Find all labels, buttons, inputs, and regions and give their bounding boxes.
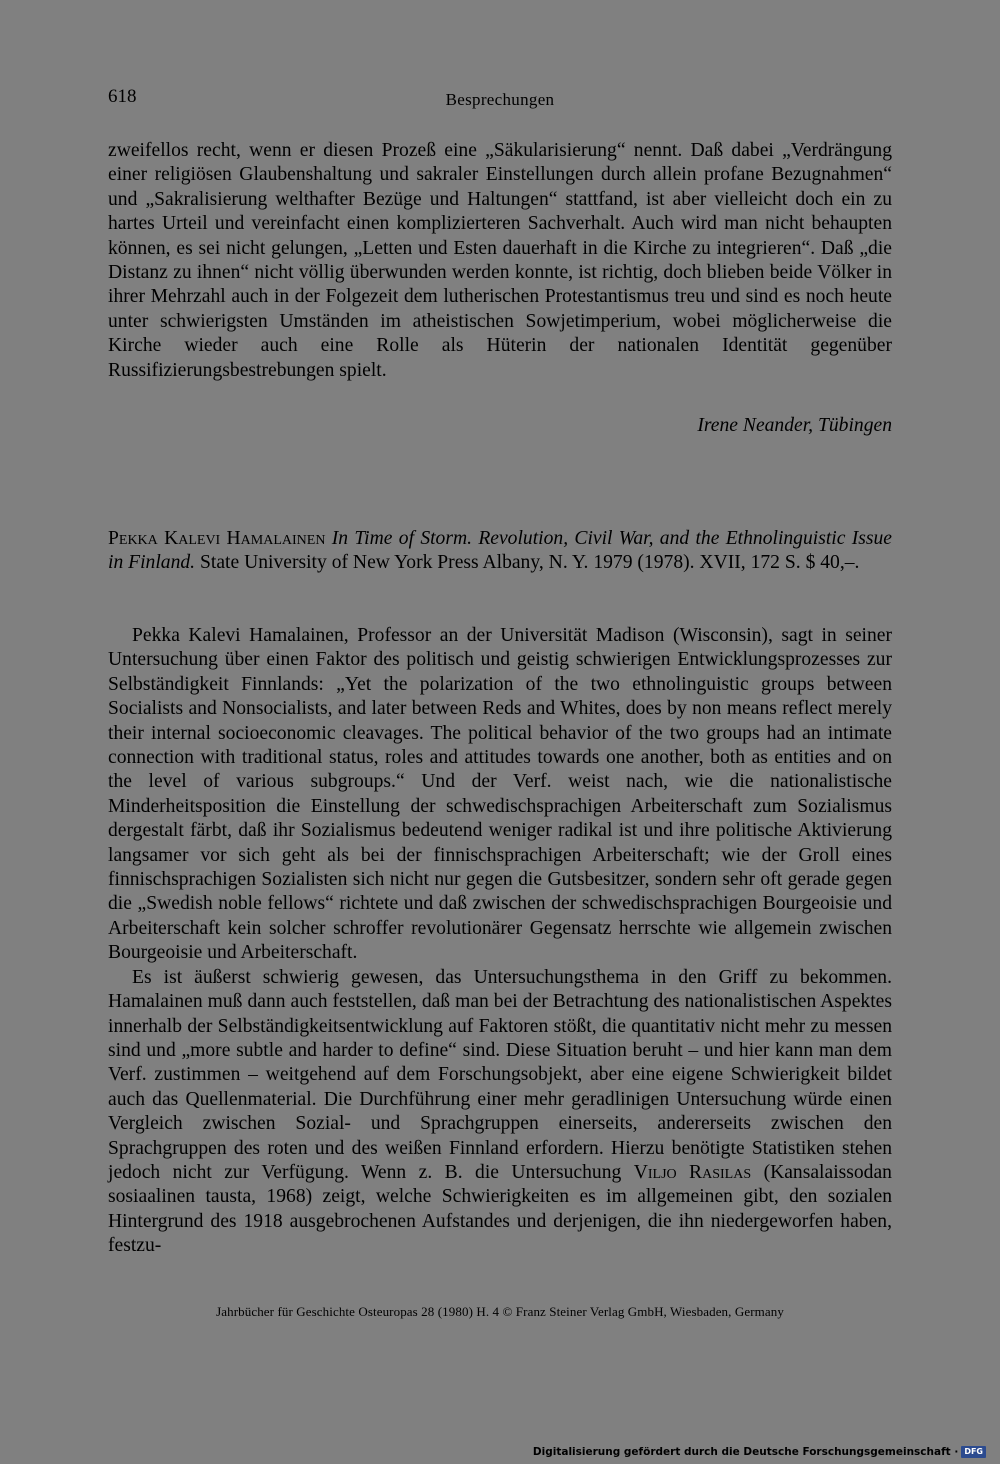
- book-publication: State University of New York Press Albany, N. Y. 1979 (1978). XVII, 172 S. $ 40,–.: [200, 552, 860, 574]
- review-paragraph-1: Pekka Kalevi Hamalainen, Professor an der Universität Madison (Wisconsin), sagt in seiner Untersuchung über einen Faktor des politisch und geistig schwierigen Entwicklungsprozesses zur Selbständigkeit Finnlands: „Yet the polarization of the two ethnolinguistic groups between Socialists and Nonsocialists, and later between Reds and Whites, does by non means reflect merely their internal socioeconomic cleavages. The political behavior of the two groups had an intimate connection with traditional status, roles and attitudes towards one another, both as entities and on the level of various subgroups.“ Und der Verf. weist nach, wie die nationalistische Minderheitsposition die Einstellung der schwedischsprachigen Arbeiterschaft zum Sozialismus dergestalt färbt, daß ihr Sozialismus bedeutend weniger radikal ist und ihre politische Aktivierung langsamer vor sich geht als bei der finnischsprachigen Arbeiterschaft; wie der Groll eines finnischsprachigen Sozialisten sich nicht nur gegen die Gutsbesitzer, sondern sehr oft gerade gegen die „Swedish noble fellows“ richtete und daß zwischen der schwedischsprachigen Bourgeoisie und Arbeiterschaft kein solcher schroffer revolutionärer Gegensatz herrschte wie allgemein zwischen Bourgeoisie und Arbeiterschaft.: [108, 625, 892, 964]
- reviewer-signature: Irene Neander, Tübingen: [697, 415, 892, 436]
- book-reference-line: [108, 527, 892, 576]
- book-reference: [108, 527, 892, 576]
- journal-footer: Jahrbücher für Geschichte Osteuropas 28 (1980) H. 4 © Franz Steiner Verlag GmbH, Wiesbaden, Germany: [216, 1304, 784, 1319]
- cited-author: Viljo Rasilas: [633, 1161, 752, 1183]
- review-paragraph-2-part-2: (Kansalaissodan sosiaalinen tausta, 1968) zeigt, welche Schwierigkeiten es im allgemeinen gibt, den sozialen Hintergrund des 1918 ausgebrochenen Aufstandes und derjenigen, die ihn niedergeworfen haben, festzu-: [108, 1161, 892, 1257]
- page-header: [108, 86, 892, 116]
- digitization-text: Digitalisierung gefördert durch die Deutsche Forschungsgemeinschaft ·: [532, 1446, 959, 1458]
- previous-review-text: [108, 139, 892, 383]
- previous-review-paragraph: zweifellos recht, wenn er diesen Prozeß eine „Säkularisierung“ nennt. Daß dabei „Verdrängung einer religiösen Glaubenshaltung und sakraler Einstellungen durch allein profane Bezugnahmen“ und „Sakralisierung welthafter Bezüge und Haltungen“ stattfand, ist aber vielleicht doch ein zu hartes Urteil und vereinfacht einen komplizierteren Sachverhalt. Auch wird man nicht behaupten können, es sei nicht gelungen, „Letten und Esten dauerhaft in die Kirche zu integrieren“. Daß „die Distanz zu ihnen“ nicht völlig überwunden werden konnte, ist richtig, doch blieben beide Völker in ihrer Mehrzahl auch in der Folgezeit dem lutherischen Protestantismus treu und sind es noch heute unter schwierigsten Umständen im atheistischen Sowjetimperium, wobei möglicherweise die Kirche wieder auch eine Rolle als Hüterin der nationalen Identität gegenüber Russifizierungsbestrebungen spielt.: [108, 140, 892, 381]
- dfg-logo-icon: DFG: [961, 1446, 986, 1458]
- page-number: 618: [108, 86, 137, 107]
- book-title: In Time of Storm. Revolution, Civil War, and the Ethnolinguistic Issue in Finland.: [108, 528, 892, 574]
- review-paragraph-2: [108, 966, 892, 1259]
- review-body: [108, 624, 892, 1259]
- book-author: Pekka Kalevi Hamalainen: [108, 528, 326, 549]
- running-head: Besprechungen: [445, 90, 555, 109]
- review-paragraph-2-part-1: Es ist äußerst schwierig gewesen, das Untersuchungsthema in den Griff zu bekommen. Hamalainen muß dann auch feststellen, daß man bei der Betrachtung des nationalistischen Aspektes innerhalb der Selbständigkeitsentwicklung auf Faktoren stößt, die quantitativ nicht mehr zu messen sind und „more subtle and harder to define“ sind. Diese Situation beruht – und hier kann man dem Verf. zustimmen – weitgehend auf dem Forschungsobjekt, aber eine eigene Schwierigkeit bildet auch das Quellenmaterial. Die Durchführung einer mehr geradlinigen Untersuchung würde einen Vergleich zwischen Sozial- und Sprachgruppen einerseits, andererseits zwischen den Sprachgruppen des roten und des weißen Finnland erfordern. Hierzu benötigte Statistiken stehen jedoch nicht zur Verfügung. Wenn z. B. die Untersuchung: [108, 966, 892, 1183]
- digitization-notice: [533, 1446, 986, 1458]
